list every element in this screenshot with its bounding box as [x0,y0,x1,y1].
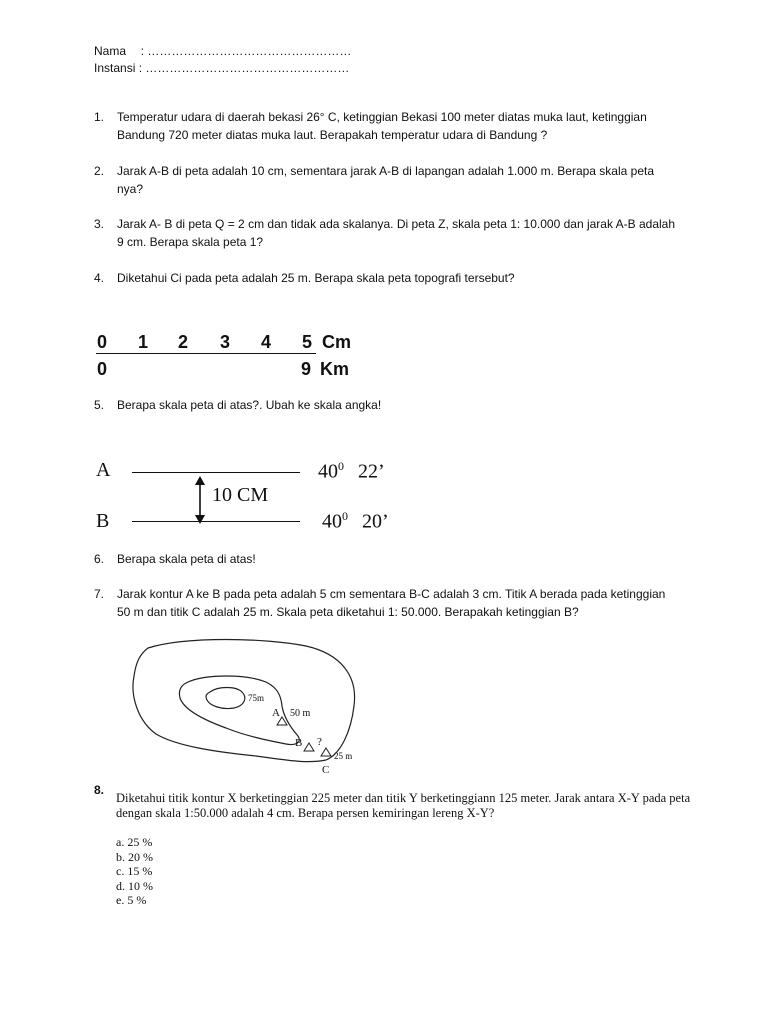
question-number: 4. [94,271,105,285]
option-b: b. 20 % [116,849,153,864]
scale-unit-cm: Cm [322,332,352,352]
scale-tick-3: 3 [220,332,231,352]
answer-options [116,835,153,908]
scale-end-km: 9 [301,359,312,379]
name-label: Nama [94,44,127,58]
point-c-label: C [322,764,330,776]
question-text: Temperatur udara di daerah bekasi 26° C, ketinggian Bekasi 100 meter diatas muka laut, ketinggian Bandung 720 meter diatas muka laut. Berapakah temperatur udara di Bandung ? [117,110,647,142]
question-text: Berapa skala peta di atas! [117,552,256,566]
institution-field [94,61,349,76]
point-b-label: B [295,737,303,749]
scale-tick-2: 2 [178,332,189,352]
scale-start-km: 0 [97,359,108,379]
option-c: c. 15 % [116,864,153,878]
question-text: Berapa skala peta di atas?. Ubah ke skala angka! [117,398,382,412]
point-a-label: A [96,459,111,481]
point-b-label: B [96,510,110,532]
option-e: e. 5 % [116,893,147,907]
unknown-height-label: ? [317,736,322,748]
question-number: 5. [94,398,105,412]
contour-lines [126,636,366,780]
triangle-marker-icon [303,742,315,752]
contour-label-50: 50 m [290,708,311,719]
triangle-marker-icon [320,747,332,757]
question-number: 3. [94,217,105,231]
scale-tick-1: 1 [138,332,149,352]
distance-label: 10 CM [212,484,269,506]
latitude-line-a [132,472,300,473]
latitude-line-b [132,521,300,522]
question-number: 6. [94,552,105,566]
question-number: 7. [94,587,105,601]
institution-label: Instansi [94,61,136,75]
scale-tick-5: 5 [302,332,313,352]
question-text: Jarak A-B di peta adalah 10 cm, sementara jarak A-B di lapangan adalah 1.000 m. Berapa skala peta nya? [117,164,654,196]
double-arrow-icon [190,475,210,525]
option-d: d. 10 % [116,878,153,893]
scale-tick-0: 0 [97,332,108,352]
name-blank: : …………………………………………… [140,44,352,58]
scale-unit-km: Km [320,359,350,379]
question-text: Diketahui Ci pada peta adalah 25 m. Berapa skala peta topografi tersebut? [117,271,515,285]
name-field [94,44,351,59]
question-text: Diketahui titik kontur X berketinggian 225 meter dan titik Y berketinggiann 125 meter. Jarak antara X-Y pada peta dengan skala 1:50.000 adalah 4 cm. Berapa persen kemiringan lereng X-Y? [116,791,691,820]
latitude-figure [94,455,414,535]
question-text: Jarak A- B di peta Q = 2 cm dan tidak ada skalanya. Di peta Z, skala peta 1: 10.000 dan jarak A-B adalah 9 cm. Berapa skala peta 1? [117,217,675,249]
question-number: 8. [94,783,105,797]
contour-figure [126,636,366,780]
scale-bar-figure [94,330,364,390]
contour-label-25: 25 m [334,751,353,761]
contour-label-75: 75m [248,693,265,703]
scale-bar-line [96,353,316,354]
question-text: Jarak kontur A ke B pada peta adalah 5 cm sementara B-C adalah 3 cm. Titik A berada pada ketinggian 50 m dan titik C adalah 25 m. Skala peta diketahui 1: 50.000. Berapakah ketinggian B? [117,587,666,619]
option-a: a. 25 % [116,835,153,849]
triangle-marker-icon [276,716,288,726]
scale-tick-4: 4 [261,332,272,352]
institution-blank: : …………………………………………… [138,61,350,75]
latitude-b-value: $40^0$ 20’ [322,509,389,533]
latitude-a-value: $40^0$ 22’ [318,459,385,483]
question-number: 2. [94,164,105,178]
point-a-label: A [272,707,280,719]
question-number: 1. [94,110,105,124]
